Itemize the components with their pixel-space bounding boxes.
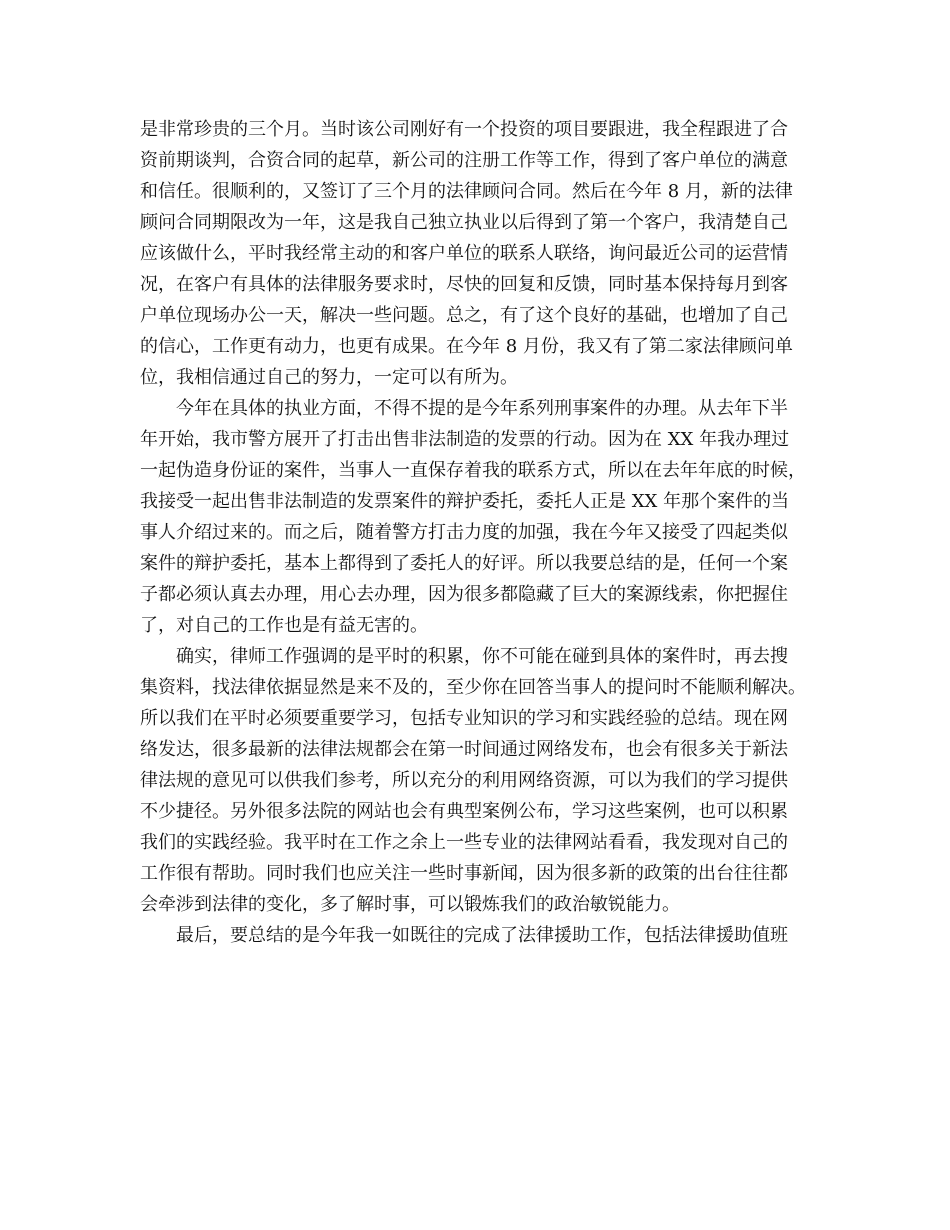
text-line: 律法规的意见可以供我们参考，所以充分的利用网络资源，可以为我们的学习提供 <box>140 770 788 791</box>
text-line: 我们的实践经验。我平时在工作之余上一些专业的法律网站看看，我发现对自己的 <box>140 832 788 853</box>
text-line: 一起伪造身份证的案件，当事人一直保存着我的联系方式，所以在去年年底的时候， <box>140 460 806 481</box>
paragraph-first-line: 最后，要总结的是今年我一如既往的完成了法律援助工作，包括法律援助值班 <box>176 925 788 946</box>
text-line: 集资料，找法律依据显然是来不及的，至少你在回答当事人的提问时不能顺利解决。 <box>140 677 806 698</box>
text-line: 位，我相信通过自己的努力，一定可以有所为。 <box>140 367 518 388</box>
paragraph-first-line: 今年在具体的执业方面，不得不提的是今年系列刑事案件的办理。从去年下半 <box>176 398 788 419</box>
text-line: 的信心，工作更有动力，也更有成果。在今年 8 月份，我又有了第二家法律顾问单 <box>140 336 793 357</box>
text-line: 和信任。很顺利的，又签订了三个月的法律顾问合同。然后在今年 8 月，新的法律 <box>140 181 793 202</box>
text-line: 资前期谈判，合资合同的起草，新公司的注册工作等工作，得到了客户单位的满意 <box>140 150 788 171</box>
text-line: 不少捷径。另外很多法院的网站也会有典型案例公布，学习这些案例，也可以积累 <box>140 801 788 822</box>
text-line: 户单位现场办公一天，解决一些问题。总之，有了这个良好的基础，也增加了自己 <box>140 305 788 326</box>
text-line: 所以我们在平时必须要重要学习，包括专业知识的学习和实践经验的总结。现在网 <box>140 708 788 729</box>
text-line: 我接受一起出售非法制造的发票案件的辩护委托，委托人正是 XX 年那个案件的当 <box>140 491 790 512</box>
paragraph-first-line: 确实，律师工作强调的是平时的积累，你不可能在碰到具体的案件时，再去搜 <box>176 646 788 667</box>
document-body <box>140 114 820 951</box>
text-line: 会牵涉到法律的变化，多了解时事，可以锻炼我们的政治敏锐能力。 <box>140 894 680 915</box>
text-line: 应该做什么，平时我经常主动的和客户单位的联系人联络，询问最近公司的运营情 <box>140 243 788 264</box>
text-line: 案件的辩护委托，基本上都得到了委托人的好评。所以我要总结的是，任何一个案 <box>140 553 788 574</box>
text-line: 况，在客户有具体的法律服务要求时，尽快的回复和反馈，同时基本保持每月到客 <box>140 274 788 295</box>
text-line: 络发达，很多最新的法律法规都会在第一时间通过网络发布，也会有很多关于新法 <box>140 739 788 760</box>
text-line: 了，对自己的工作也是有益无害的。 <box>140 615 428 636</box>
text-line: 事人介绍过来的。而之后，随着警方打击力度的加强，我在今年又接受了四起类似 <box>140 522 788 543</box>
text-line: 子都必须认真去办理，用心去办理，因为很多都隐藏了巨大的案源线索，你把握住 <box>140 584 788 605</box>
text-line: 顾问合同期限改为一年，这是我自己独立执业以后得到了第一个客户，我清楚自己 <box>140 212 788 233</box>
text-line: 工作很有帮助。同时我们也应关注一些时事新闻，因为很多新的政策的出台往往都 <box>140 863 788 884</box>
text-line: 年开始，我市警方展开了打击出售非法制造的发票的行动。因为在 XX 年我办理过 <box>140 429 790 450</box>
text-line: 是非常珍贵的三个月。当时该公司刚好有一个投资的项目要跟进，我全程跟进了合 <box>140 119 788 140</box>
